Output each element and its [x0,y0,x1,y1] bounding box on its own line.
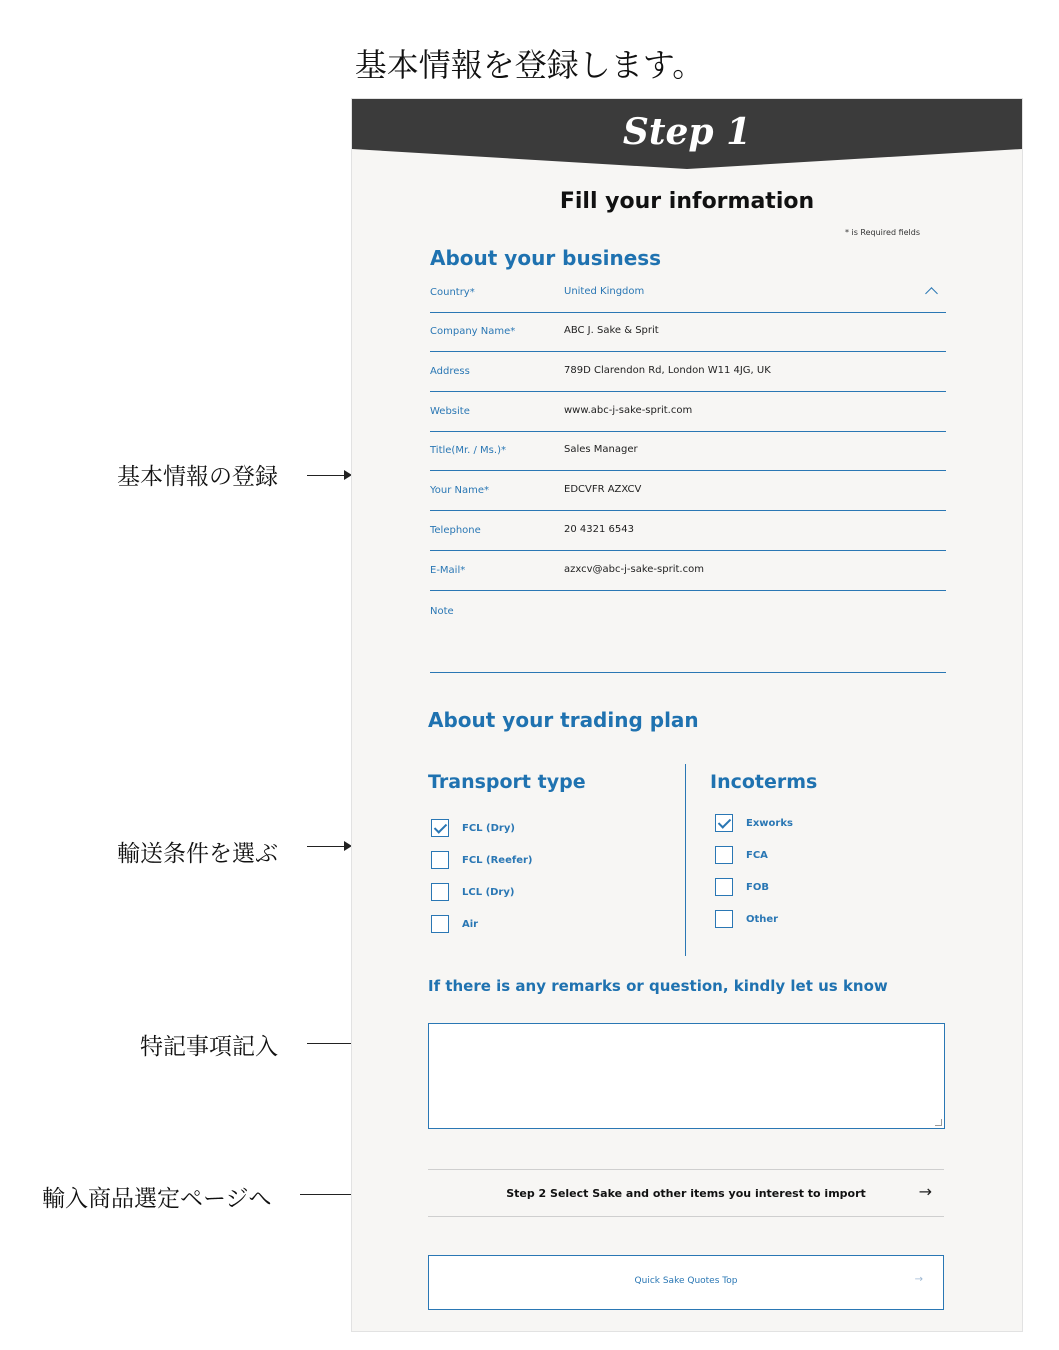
checkbox[interactable] [715,878,733,896]
step2-button-label: Step 2 Select Sake and other items you interest to import [506,1187,866,1200]
quick-sake-quotes-button[interactable] [428,1255,944,1310]
checkbox-air[interactable] [431,915,478,933]
checkbox[interactable] [715,814,733,832]
checkbox[interactable] [431,915,449,933]
field-value: ABC J. Sake & Sprit [564,325,659,336]
checkbox-fcl-reefer[interactable] [431,851,533,869]
annotation-transport: 輸送条件を選ぶ [117,841,278,867]
checkbox[interactable] [715,910,733,928]
checkbox[interactable] [431,819,449,837]
website-field[interactable] [430,392,946,432]
step2-button[interactable] [428,1169,944,1217]
checkbox-label: Exworks [746,817,793,829]
page-title: 基本情報を登録します。 [354,46,705,84]
checkbox-label: FCA [746,849,768,861]
checkbox[interactable] [715,846,733,864]
arrow-right-icon: → [918,1182,932,1201]
checkbox[interactable] [431,851,449,869]
field-label: Title(Mr. / Ms.)* [430,445,506,456]
annotation-remarks: 特記事項記入 [140,1034,278,1060]
checkbox-exworks[interactable] [715,814,793,832]
form-title: Fill your information [559,189,815,214]
checkbox-fob[interactable] [715,878,769,896]
form-panel [351,98,1023,1332]
note-field[interactable] [430,592,946,673]
field-label: Country* [430,287,475,298]
business-section-title: About your business [430,246,662,270]
field-label: Note [430,606,454,617]
checkbox-label: Air [462,918,479,930]
remarks-title: If there is any remarks or question, kindly let us know [428,977,888,995]
field-label: Your Name* [430,485,490,496]
quick-button-label: Quick Sake Quotes Top [634,1276,738,1286]
field-label: Address [430,366,470,377]
field-value: Sales Manager [564,444,638,455]
address-field[interactable] [430,352,946,392]
telephone-field[interactable] [430,511,946,551]
incoterms-title: Incoterms [710,771,818,793]
field-value: 20 4321 6543 [564,524,634,535]
checkbox-label: Other [746,913,779,925]
checkbox-label: LCL (Dry) [462,886,515,898]
checkbox-fca[interactable] [715,846,768,864]
company-name-field[interactable] [430,312,946,352]
field-label: Website [430,406,470,417]
trading-section-title: About your trading plan [428,708,699,732]
annotation-arrow [307,846,350,847]
field-value: EDCVFR AZXCV [564,484,642,495]
checkbox-lcl-dry[interactable] [431,883,514,901]
title-field[interactable] [430,431,946,471]
chevron-up-icon[interactable] [925,287,938,300]
step-banner-text: Step 1 [622,111,752,153]
column-divider [685,764,686,956]
your-name-field[interactable] [430,471,946,511]
checkbox-label: FCL (Dry) [462,822,515,834]
arrow-right-icon: → [914,1274,923,1285]
checkbox-label: FCL (Reefer) [462,854,533,866]
field-value: azxcv@abc-j-sake-sprit.com [564,564,704,575]
remarks-textarea[interactable] [428,1023,945,1129]
checkbox-label: FOB [746,881,769,893]
email-field[interactable] [430,551,946,591]
checkbox[interactable] [431,883,449,901]
field-label: Company Name* [430,326,516,337]
annotation-step2: 輸入商品選定ページへ [42,1186,272,1212]
checkbox-other[interactable] [715,910,778,928]
field-label: E-Mail* [430,565,466,576]
field-value: 789D Clarendon Rd, London W11 4JG, UK [564,365,771,376]
field-value: United Kingdom [564,286,645,297]
field-value: www.abc-j-sake-sprit.com [564,405,693,416]
checkbox-fcl-dry[interactable] [431,819,515,837]
annotation-arrow [307,475,350,476]
required-note: * is Required fields [844,228,920,237]
country-select[interactable] [430,273,946,313]
transport-type-title: Transport type [428,771,586,793]
field-label: Telephone [430,525,481,536]
annotation-basic-info: 基本情報の登録 [117,464,278,490]
resize-handle-icon[interactable] [935,1119,942,1126]
